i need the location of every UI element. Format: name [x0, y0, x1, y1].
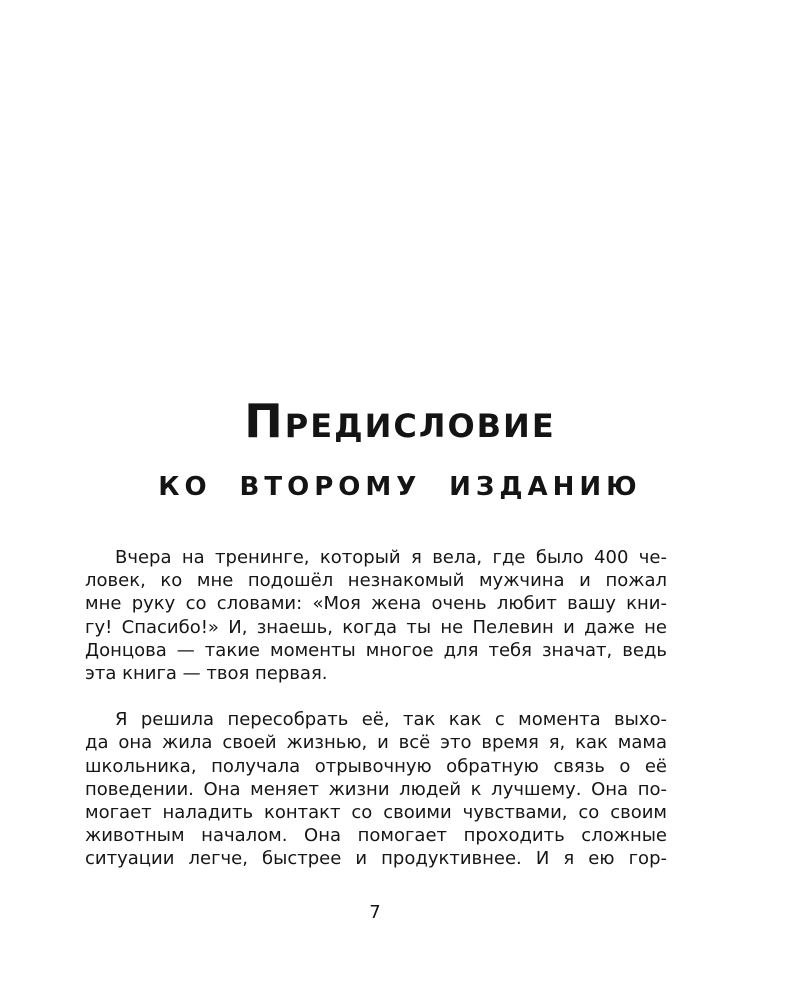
heading-subtitle: ко второму изданию: [158, 461, 642, 504]
text-line: да она жила своей жизнью, и всё это время я, как мама: [85, 732, 667, 754]
text-line: Я решила пересобрать её, так как с момента выхо-: [115, 709, 667, 731]
text-line: могает наладить контакт со своими чувствами, со своим: [85, 802, 667, 824]
heading-title: Предисловие: [244, 394, 556, 448]
text-line: гу! Спасибо!» И, знаешь, когда ты не Пелевин и даже не: [85, 616, 667, 638]
text-line: ловек, ко мне подошёл незнакомый мужчина и пожал: [85, 570, 667, 592]
text-line: эта книга — твоя первая.: [85, 663, 328, 685]
text-line: школьника, получала отрывочную обратную связь о её: [85, 755, 667, 777]
text-line: мне руку со словами: «Моя жена очень любит вашу кни-: [85, 593, 667, 615]
body-text: [85, 546, 667, 871]
chapter-heading: [0, 388, 800, 512]
paragraph-2: [85, 708, 667, 870]
text-line: Донцова — такие моменты многое для тебя значат, ведь: [85, 639, 667, 661]
text-line: Вчера на тренинге, который я вела, где было 400 че-: [115, 547, 667, 568]
page-number: 7: [369, 902, 381, 923]
text-line: ситуации легче, быстрее и продуктивнее. И я ею гор-: [85, 848, 667, 870]
text-line: поведении. Она меняет жизни людей к лучшему. Она по-: [85, 778, 667, 800]
paragraph-gap: [85, 685, 667, 708]
paragraph-1: [85, 546, 667, 685]
text-line: животным началом. Она помогает проходить сложные: [85, 825, 667, 847]
